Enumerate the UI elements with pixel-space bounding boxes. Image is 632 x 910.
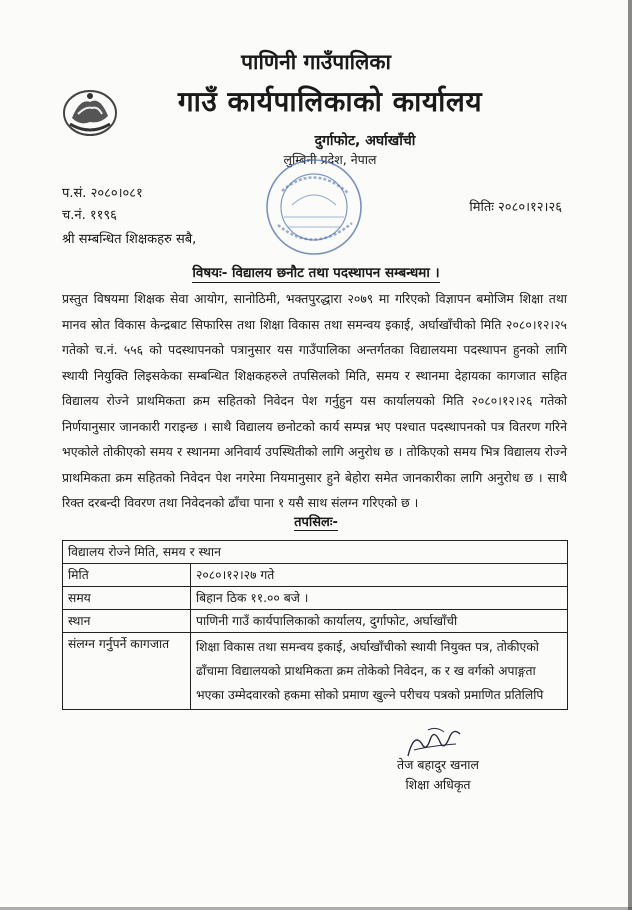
row-value-documents: शिक्षा विकास तथा समन्वय इकाई, अर्घाखाँचीको स्थायी नियुक्त पत्र, तोकीएको ढाँचामा विद्यालयको प्राथमिकता क्रम तोकेको निवेदन, क र ख वर्गको अपाङ्गता भएका उम्मेदवारको हकमा सोको प्रमाण खुल्ने परीचय पत्रको प्रमाणित प्रतिलिपि [191, 633, 568, 710]
signatory-name: तेज बहादुर खनाल [397, 757, 479, 772]
row-label-time: समय [63, 587, 191, 610]
office-name: गाउँ कार्यपालिकाको कार्यालय [177, 85, 483, 118]
table-row [63, 564, 568, 587]
letter-body: प्रस्तुत विषयमा शिक्षक सेवा आयोग, सानोठिमी, भक्तपुरद्धारा २०७९ मा गरिएको विज्ञापन बमोजिम शिक्षा तथा मानव स्रोत विकास केन्द्रबाट सिफारिस तथा शिक्षा विकास तथा समन्वय इकाई, अर्घाखाँचीको मिति २०८०।१२।२५ गतेको च.नं. ५५६ को पदस्थापनको पत्रानुसार यस गाउँपालिका अन्तर्गतका विद्यालयमा पदस्थापन हुनको लागि स्थायी नियुक्ति लिइसकेका सम्बन्धित शिक्षकहरुले तपसिलको मिति, समय र स्थानमा देहायका कागजात सहित विद्यालय रोज्ने प्राथमिकता क्रम सहितको निवेदन पेश गर्नुहुन यस कार्यालयको मिति २०८०।१२।२६ गतेको निर्णयानुसार जानकारी गराइन्छ । साथै विद्यालय छनोटको कार्य सम्पन्न भए पश्चात पदस्थापनको पत्र वितरण गरिने भएकोले तोकीएको समय र स्थानमा अनिवार्य उपस्थितीको लागि अनुरोध छ । तोकिएको समय भित्र विद्यालय रोज्ने प्राथमिकता क्रम सहितको निवेदन पेश नगरेमा नियमानुसार हुने बेहोरा समेत जानकारीका लागि अनुरोध छ । साथै रिक्त दरबन्दी विवरण तथा निवेदनको ढाँचा पाना १ यसै साथ संलग्न गरिएको छ । [62, 291, 567, 510]
table-row [63, 610, 568, 633]
subject-line [0, 263, 632, 281]
tapsil-heading [0, 512, 632, 530]
row-label-documents: संलग्न गर्नुपर्ने कागजात [63, 633, 191, 710]
addressee: श्री सम्बन्धित शिक्षकहरु सबै, [62, 232, 197, 247]
table-row [63, 587, 568, 610]
row-value-time: बिहान ठिक ११.०० बजे । [191, 587, 568, 610]
reference-pa-sa: प.सं. २०८०।०८१ [62, 186, 143, 201]
address-line-2: लुम्बिनी प्रदेश, नेपाल [283, 152, 377, 167]
municipality-name: पाणिनी गाउँपालिका [241, 50, 391, 74]
subject-text: विषयः- विद्यालय छनौट तथा पदस्थापन सम्बन्धमा । [192, 265, 440, 281]
address-line-1: दुर्गाफोट, अर्घाखाँची [314, 133, 416, 149]
row-value-place: पाणिनी गाउँ कार्यपालिकाको कार्यालय, दुर्गाफोट, अर्घाखाँची [191, 610, 568, 633]
table-header-cell: विद्यालय रोज्ने मिति, समय र स्थान [63, 541, 568, 564]
row-label-date: मिति [63, 564, 191, 587]
table-header-row [63, 541, 568, 564]
office-stamp [262, 155, 366, 259]
signatory-title: शिक्षा अधिकृत [405, 777, 471, 792]
schedule-table [62, 540, 568, 710]
page-edge-right [628, 0, 632, 910]
row-label-place: स्थान [63, 610, 191, 633]
reference-cha-na: च.नं. ११९६ [62, 208, 117, 223]
row-value-date: २०८०।१२।२७ गते [191, 564, 568, 587]
table-row [63, 633, 568, 710]
letter-date: मितिः २०८०।१२।२६ [469, 200, 562, 215]
tapsil-text: तपसिलः- [294, 515, 338, 530]
